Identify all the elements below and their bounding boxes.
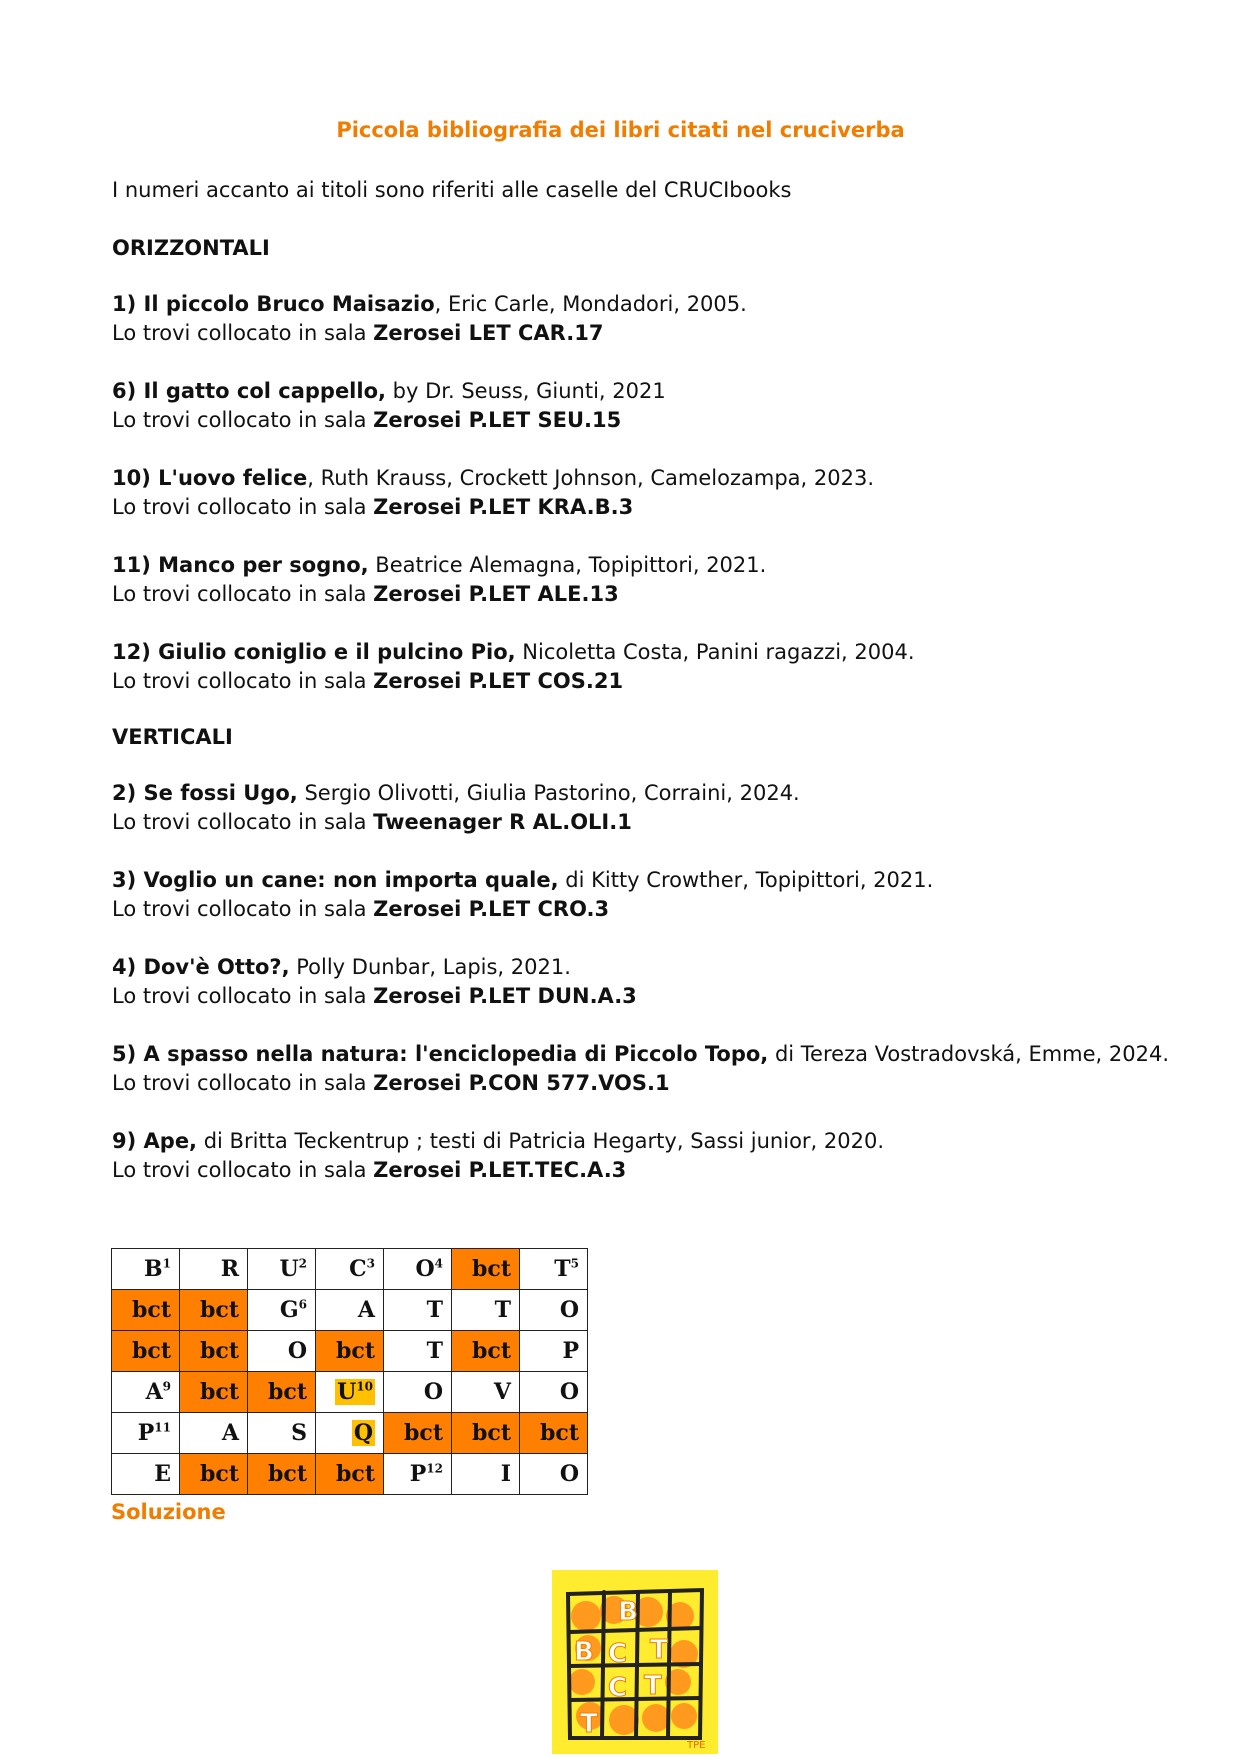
- clue-number: 4: [434, 1256, 443, 1271]
- bibliography-entry: [112, 1127, 884, 1185]
- entry-number: 12): [112, 640, 159, 664]
- book-details: , Eric Carle, Mondadori, 2005.: [434, 292, 747, 316]
- entry-number: 6): [112, 379, 144, 403]
- book-details: di Tereza Vostradovská, Emme, 2024.: [768, 1042, 1170, 1066]
- clue-number: 6: [298, 1297, 307, 1312]
- crossword-block-cell: bct: [180, 1372, 248, 1413]
- crossword-letter-cell: $B^1$: [112, 1249, 180, 1290]
- logo-letter-b2: B: [574, 1637, 594, 1667]
- crossword-letter-cell: $C^3$: [316, 1249, 384, 1290]
- entry-number: 11): [112, 553, 159, 577]
- logo-letter-t: T: [650, 1635, 668, 1665]
- book-details: Sergio Olivotti, Giulia Pastorino, Corraini, 2024.: [297, 781, 800, 805]
- logo-letter-c: C: [608, 1639, 628, 1669]
- book-title: Ape,: [143, 1129, 198, 1153]
- location-text: Lo trovi collocato in sala: [112, 495, 374, 519]
- crossword-row: [112, 1413, 588, 1454]
- shelf-location: Zerosei P.CON 577.VOS.1: [373, 1071, 670, 1095]
- crossword-letter-cell: O: [384, 1372, 452, 1413]
- crossword-letter-cell: $U^2$: [248, 1249, 316, 1290]
- logo-letter-b: B: [618, 1597, 638, 1627]
- crossword-letter-cell: T: [452, 1290, 520, 1331]
- clue-number: 12: [426, 1461, 443, 1476]
- crossword-letter-cell: O: [520, 1372, 588, 1413]
- bibliography-entry: [112, 866, 933, 924]
- shelf-location: Tweenager R AL.OLI.1: [373, 810, 632, 834]
- shelf-location: Zerosei P.LET.TEC.A.3: [373, 1158, 627, 1182]
- logo-letter-c2: C: [608, 1673, 628, 1703]
- entry-number: 9): [112, 1129, 144, 1153]
- crossword-block-cell: bct: [180, 1454, 248, 1495]
- bibliography-entry: [112, 638, 915, 696]
- entry-number: 1): [112, 292, 144, 316]
- book-details: , Ruth Krauss, Crockett Johnson, Camelozampa, 2023.: [307, 466, 874, 490]
- book-title: Il piccolo Bruco Maisazio: [143, 292, 435, 316]
- crossword-block-cell: bct: [316, 1454, 384, 1495]
- crossword-letter-cell: $T^5$: [520, 1249, 588, 1290]
- intro-text: I numeri accanto ai titoli sono riferiti alle caselle del CRUCIbooks: [112, 178, 792, 202]
- shelf-location: Zerosei P.LET COS.21: [373, 669, 624, 693]
- location-text: Lo trovi collocato in sala: [112, 1071, 374, 1095]
- shelf-location: Zerosei P.LET DUN.A.3: [373, 984, 637, 1008]
- crossword-block-cell: bct: [452, 1331, 520, 1372]
- crossword-letter-cell: R: [180, 1249, 248, 1290]
- crossword-letter-cell: O: [520, 1454, 588, 1495]
- shelf-location: Zerosei P.LET CRO.3: [373, 897, 610, 921]
- crossword-block-cell: bct: [248, 1372, 316, 1413]
- clue-number: 1: [162, 1256, 171, 1271]
- crossword-letter-cell: $U^{10}$: [316, 1372, 384, 1413]
- book-title: Manco per sogno,: [158, 553, 369, 577]
- book-title: Se fossi Ugo,: [143, 781, 298, 805]
- crossword-block-cell: bct: [452, 1413, 520, 1454]
- shelf-location: Zerosei P.LET KRA.B.3: [373, 495, 634, 519]
- clue-number: 11: [154, 1420, 171, 1435]
- crossword-block-cell: bct: [452, 1249, 520, 1290]
- crossword-letter-cell: T: [384, 1290, 452, 1331]
- entry-number: 3): [112, 868, 144, 892]
- clue-number: 5: [570, 1256, 579, 1271]
- clue-number: 3: [366, 1256, 375, 1271]
- crossword-letter-cell: T: [384, 1331, 452, 1372]
- crossword-block-cell: bct: [384, 1413, 452, 1454]
- logo-letter-t2: T: [644, 1671, 662, 1701]
- bibliography-entry: [112, 551, 766, 609]
- crossword-letter-cell: $P^{12}$: [384, 1454, 452, 1495]
- book-title: Il gatto col cappello,: [143, 379, 386, 403]
- bibliography-entry: [112, 953, 637, 1011]
- crossword-block-cell: bct: [520, 1413, 588, 1454]
- book-title: Giulio coniglio e il pulcino Pio,: [158, 640, 516, 664]
- shelf-location: Zerosei P.LET ALE.13: [373, 582, 619, 606]
- crossword-letter-cell: P: [520, 1331, 588, 1372]
- crossword-letter-cell: $P^{11}$: [112, 1413, 180, 1454]
- entry-number: 2): [112, 781, 144, 805]
- crossword-row: [112, 1331, 588, 1372]
- location-text: Lo trovi collocato in sala: [112, 321, 374, 345]
- section-heading-verticali: VERTICALI: [112, 725, 233, 749]
- bibliography-entry: [112, 464, 874, 522]
- book-title: L'uovo felice: [158, 466, 308, 490]
- book-title: Voglio un cane: non importa quale,: [143, 868, 559, 892]
- book-details: by Dr. Seuss, Giunti, 2021: [386, 379, 666, 403]
- book-title: A spasso nella natura: l'enciclopedia di Piccolo Topo,: [143, 1042, 769, 1066]
- crossword-block-cell: bct: [316, 1331, 384, 1372]
- crossword-letter-cell: A: [180, 1413, 248, 1454]
- bibliography-entry: [112, 377, 666, 435]
- crossword-row: [112, 1249, 588, 1290]
- logo-letter-t3: T: [580, 1709, 598, 1739]
- crossword-block-cell: bct: [112, 1331, 180, 1372]
- book-details: di Kitty Crowther, Topipittori, 2021.: [558, 868, 934, 892]
- location-text: Lo trovi collocato in sala: [112, 669, 374, 693]
- crossword-letter-cell: $O^4$: [384, 1249, 452, 1290]
- location-text: Lo trovi collocato in sala: [112, 897, 374, 921]
- bct-logo-graphic: [552, 1570, 718, 1754]
- crossword-block-cell: bct: [180, 1331, 248, 1372]
- location-text: Lo trovi collocato in sala: [112, 810, 374, 834]
- page-title: Piccola bibliografia dei libri citati nel cruciverba: [336, 118, 905, 142]
- book-details: Beatrice Alemagna, Topipittori, 2021.: [368, 553, 767, 577]
- crossword-letter-cell: Q: [316, 1413, 384, 1454]
- crossword-letter-cell: V: [452, 1372, 520, 1413]
- entry-number: 10): [112, 466, 159, 490]
- book-details: di Britta Teckentrup ; testi di Patricia Hegarty, Sassi junior, 2020.: [197, 1129, 885, 1153]
- crossword-letter-cell: S: [248, 1413, 316, 1454]
- crossword-letter-cell: O: [520, 1290, 588, 1331]
- shelf-location: Zerosei P.LET SEU.15: [373, 408, 622, 432]
- crossword-block-cell: bct: [248, 1454, 316, 1495]
- crossword-letter-cell: E: [112, 1454, 180, 1495]
- section-heading-orizzontali: ORIZZONTALI: [112, 236, 270, 260]
- crossword-letter-cell: O: [248, 1331, 316, 1372]
- location-text: Lo trovi collocato in sala: [112, 1158, 374, 1182]
- bibliography-entry: [112, 779, 800, 837]
- entry-number: 4): [112, 955, 144, 979]
- crossword-block-cell: bct: [112, 1290, 180, 1331]
- solution-label: Soluzione: [111, 1500, 226, 1524]
- bibliography-entry: [112, 290, 747, 348]
- shelf-location: Zerosei LET CAR.17: [373, 321, 604, 345]
- crossword-row: [112, 1290, 588, 1331]
- book-title: Dov'è Otto?,: [143, 955, 290, 979]
- crossword-block-cell: bct: [180, 1290, 248, 1331]
- bibliography-entry: [112, 1040, 1169, 1098]
- crossword-letter-cell: $A^9$: [112, 1372, 180, 1413]
- crossword-solution-grid: [111, 1248, 588, 1495]
- crossword-letter-cell: I: [452, 1454, 520, 1495]
- clue-number: 9: [162, 1379, 171, 1394]
- location-text: Lo trovi collocato in sala: [112, 582, 374, 606]
- crossword-row: [112, 1454, 588, 1495]
- clue-number: 10: [356, 1379, 373, 1394]
- crossword-letter-cell: A: [316, 1290, 384, 1331]
- crossword-row: [112, 1372, 588, 1413]
- crossword-letter-cell: $G^6$: [248, 1290, 316, 1331]
- entry-number: 5): [112, 1042, 144, 1066]
- location-text: Lo trovi collocato in sala: [112, 984, 374, 1008]
- clue-number: 2: [298, 1256, 307, 1271]
- logo-signature: TPE: [687, 1740, 706, 1751]
- book-details: Nicoletta Costa, Panini ragazzi, 2004.: [515, 640, 915, 664]
- book-details: Polly Dunbar, Lapis, 2021.: [289, 955, 571, 979]
- bct-logo: [552, 1570, 718, 1754]
- location-text: Lo trovi collocato in sala: [112, 408, 374, 432]
